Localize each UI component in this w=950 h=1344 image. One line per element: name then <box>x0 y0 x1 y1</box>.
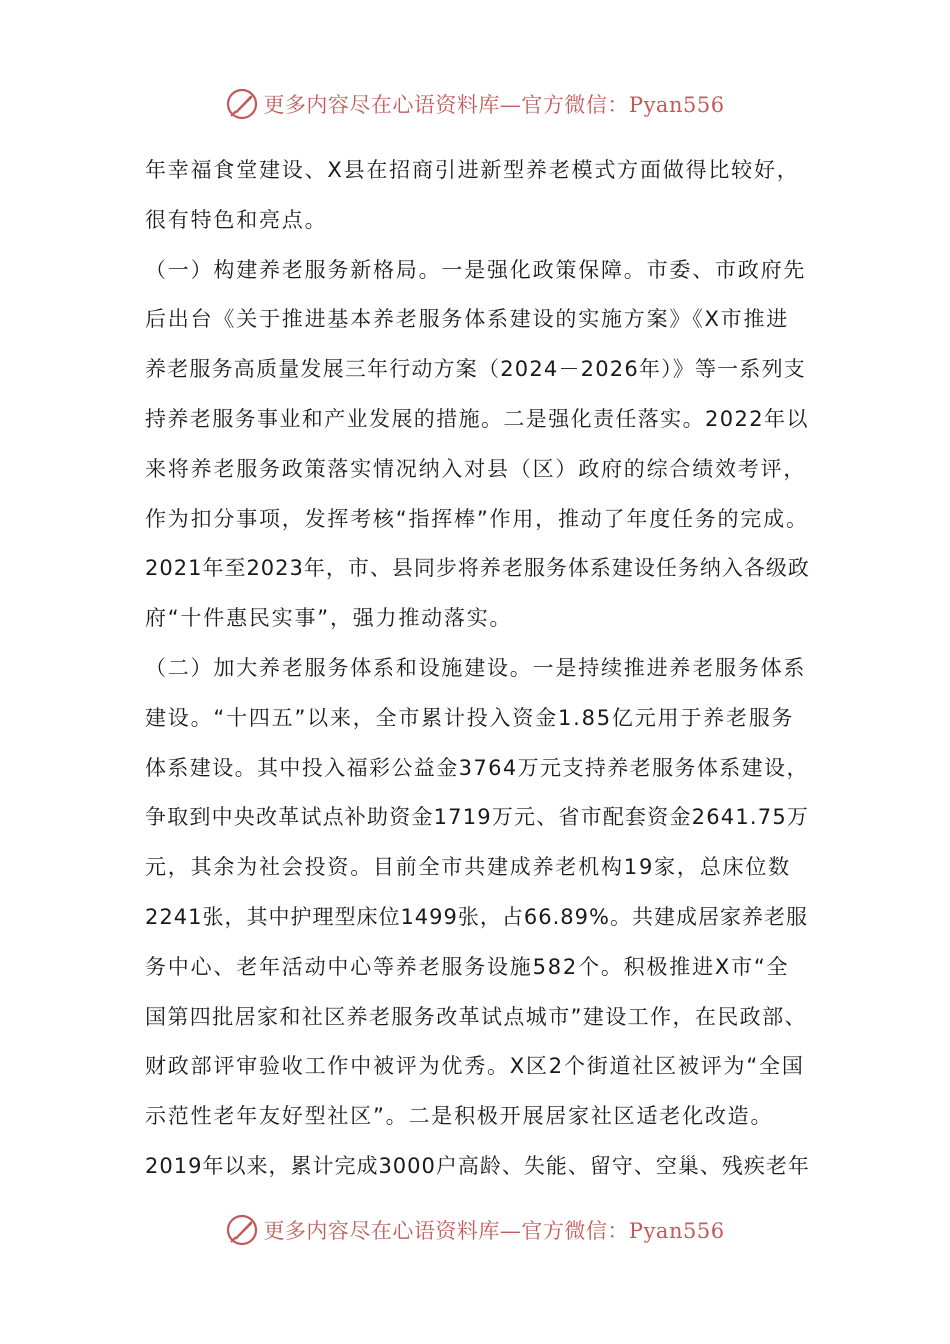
text-line: 年幸福食堂建设、X县在招商引进新型养老模式方面做得比较好， <box>145 158 800 182</box>
text-line: 国第四批居家和社区养老服务改革试点城市”建设工作，在民政部、 <box>145 1004 807 1029</box>
text-line: 来将养老服务政策落实情况纳入对县（区）政府的综合绩效考评， <box>145 456 807 481</box>
text-line: 争取到中央改革试点补助资金1719万元、省市配套资金2641.75万 <box>145 805 810 830</box>
feather-pen-logo-icon <box>225 87 259 121</box>
header-watermark <box>0 84 950 124</box>
header-watermark-text: 更多内容尽在心语资料库—官方微信：Pyan556 <box>263 93 725 117</box>
text-line: 持养老服务事业和产业发展的措施。二是强化责任落实。2022年以 <box>145 406 809 431</box>
text-line: 2241张，其中护理型床位1499张，占66.89%。共建成居家养老服 <box>145 904 808 929</box>
text-line: （二）加大养老服务体系和设施建设。一是持续推进养老服务体系 <box>145 655 807 680</box>
text-line: 作为扣分事项，发挥考核“指挥棒”作用，推动了年度任务的完成。 <box>145 506 809 531</box>
text-line: 后出台《关于推进基本养老服务体系建设的实施方案》《X市推进 <box>145 307 790 332</box>
feather-pen-logo-icon <box>225 1213 259 1247</box>
text-line: （一）构建养老服务新格局。一是强化政策保障。市委、市政府先 <box>145 257 807 282</box>
text-line: 建设。“十四五”以来，全市累计投入资金1.85亿元用于养老服务 <box>145 705 795 730</box>
text-line: 元，其余为社会投资。目前全市共建成养老机构19家，总床位数 <box>145 855 791 880</box>
text-line: 务中心、老年活动中心等养老服务设施582个。积极推进X市“全 <box>145 954 790 979</box>
footer-watermark-text: 更多内容尽在心语资料库—官方微信：Pyan556 <box>263 1219 725 1243</box>
text-line: 体系建设。其中投入福彩公益金3764万元支持养老服务体系建设， <box>145 755 809 780</box>
text-line: 府“十件惠民实事”，强力推动落实。 <box>145 606 513 631</box>
text-line: 2019年以来，累计完成3000户高龄、失能、留守、空巢、残疾老年 <box>145 1153 810 1178</box>
footer-watermark <box>0 1210 950 1250</box>
text-line: 很有特色和亮点。 <box>145 207 328 232</box>
text-line: 财政部评审验收工作中被评为优秀。X区2个街道社区被评为“全国 <box>145 1054 805 1079</box>
document-body <box>145 146 810 1192</box>
text-line: 养老服务高质量发展三年行动方案（2024－2026年）》等一系列支 <box>145 357 806 382</box>
text-line: 示范性老年友好型社区”。二是积极开展居家社区适老化改造。 <box>145 1104 774 1129</box>
text-line: 2021年至2023年，市、县同步将养老服务体系建设任务纳入各级政 <box>145 556 810 581</box>
